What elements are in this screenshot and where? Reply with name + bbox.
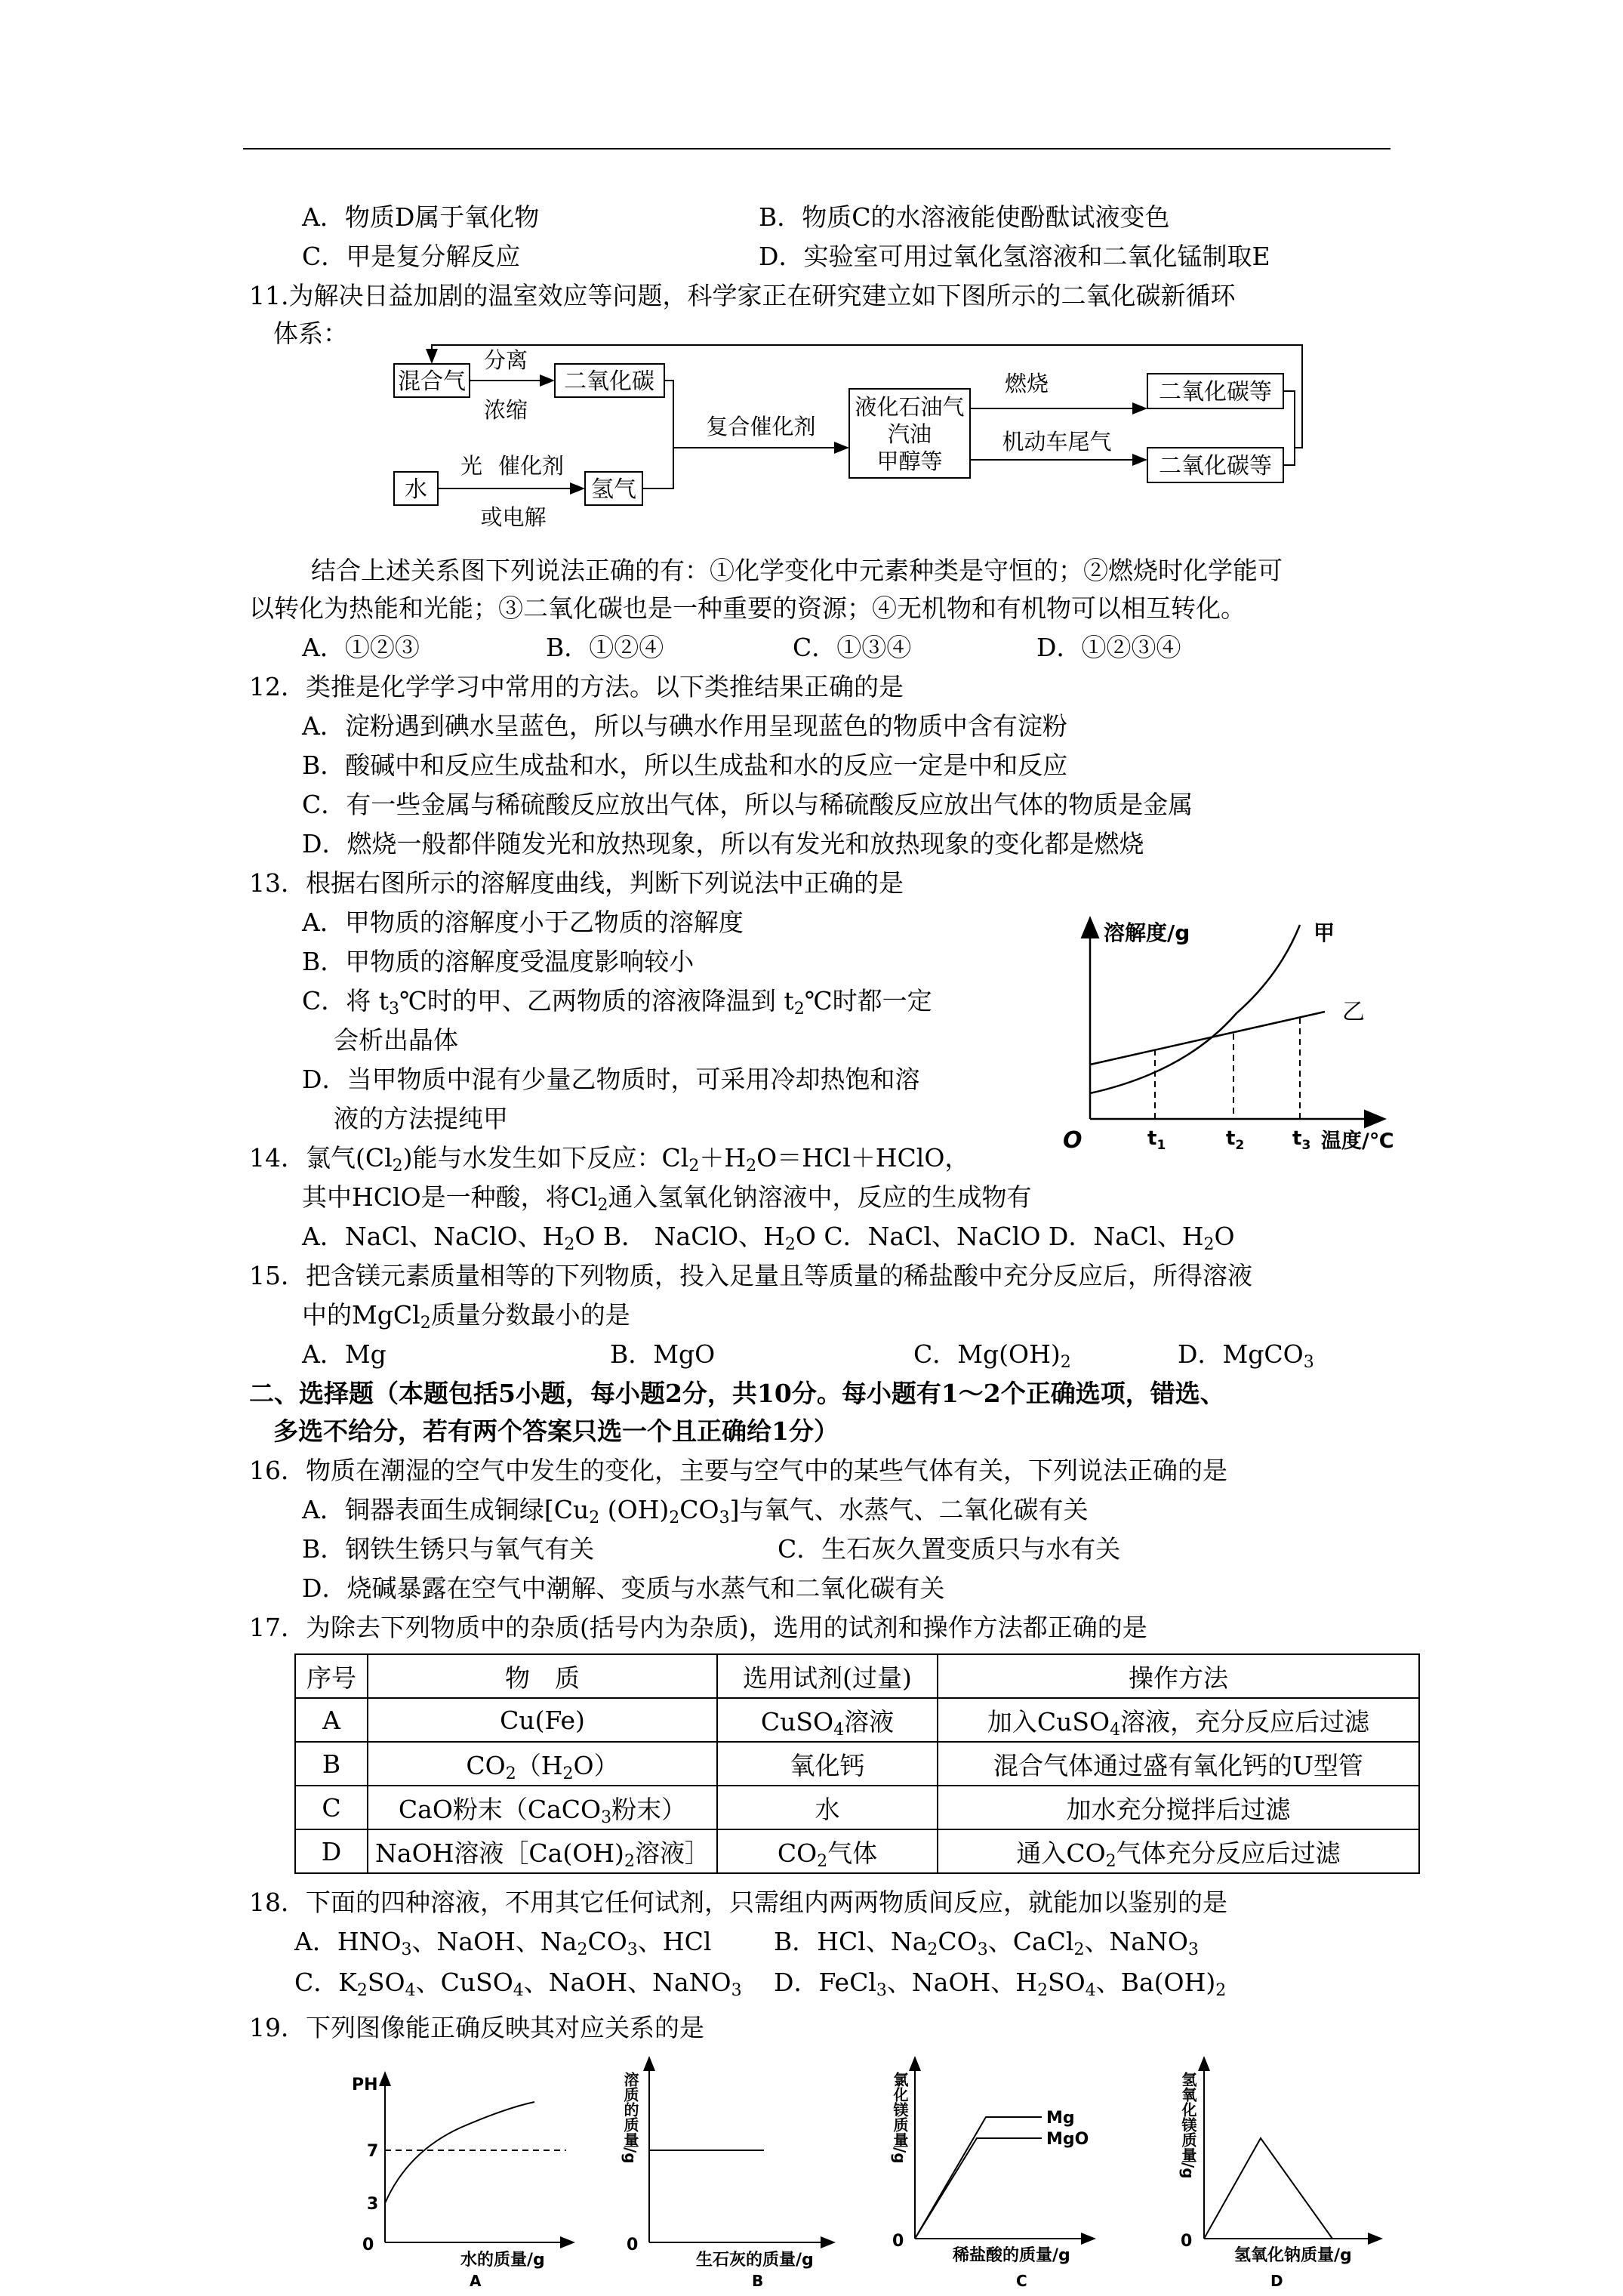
svg-text:A: A: [470, 2272, 482, 2288]
table-header-row: [295, 1654, 1419, 1698]
diagram-product-methanol: 甲醇等: [876, 448, 943, 474]
diagram-burn: 燃烧: [1004, 371, 1049, 396]
section-2-heading: 二、选择题（本题包括5小题，每小题2分，共10分。每小题有1～2个正确选项，错选、: [249, 1379, 1225, 1408]
cell-id: A: [295, 1698, 368, 1742]
q13-option-a: A．甲物质的溶解度小于乙物质的溶解度: [302, 908, 744, 937]
diagram-co2etc-2: 二氧化碳等: [1159, 453, 1272, 479]
q15-stem-1: 15．把含镁元素质量相等的下列物质，投入足量且等质量的稀盐酸中充分反应后，所得溶液: [249, 1261, 1252, 1290]
chart-label-jia: 甲: [1313, 920, 1335, 945]
q11-option-b: B．①②④: [546, 633, 664, 662]
q10-option-c: C．甲是复分解反应: [302, 242, 521, 271]
diagram-water: 水: [405, 476, 427, 503]
q10-option-a: A．物质D属于氧化物: [302, 202, 540, 232]
chart-label-yi: 乙: [1342, 999, 1365, 1025]
svg-text:B: B: [752, 2272, 764, 2288]
q13-option-c-cont: 会析出晶体: [334, 1025, 458, 1055]
q12-option-a: A．淀粉遇到碘水呈蓝色，所以与碘水作用呈现蓝色的物质中含有淀粉: [302, 711, 1067, 741]
curve-jia: [1090, 925, 1300, 1093]
cell-substance: NaOH溶液$[Ca(OH)_2$溶液］: [368, 1829, 717, 1873]
cell-substance: CaO粉末（CaCO$_3$粉末）: [368, 1786, 717, 1829]
q14-stem-1: 14．氯气$(Cl_2)$能与水发生如下反应：$Cl_2+H_2O=HCl+HClO$，: [249, 1143, 970, 1176]
q16-option-c: C．生石灰久置变质只与水有关: [778, 1534, 1121, 1564]
svg-text:氢氧化镁质量/g: 氢氧化镁质量/g: [1179, 2072, 1197, 2179]
q10-option-d: D．实验室可用过氧化氢溶液和二氧化锰制取E: [759, 242, 1270, 271]
q19-stem: 19．下列图像能正确反映其对应关系的是: [249, 2013, 704, 2042]
q17-stem: 17．为除去下列物质中的杂质(括号内为杂质)，选用的试剂和操作方法都正确的是: [249, 1613, 1147, 1642]
svg-text:0: 0: [362, 2236, 374, 2254]
cell-method: 混合气体通过盛有氧化钙的U型管: [938, 1742, 1419, 1786]
q14-options: A．NaCl、NaClO、$H_2O$ B． NaClO、$H_2O$ C．NaCl、NaClO D．NaCl、$H_2O$: [302, 1222, 1235, 1254]
svg-text:生石灰的质量/g: 生石灰的质量/g: [696, 2251, 814, 2270]
svg-text:7: 7: [367, 2142, 379, 2161]
q15-stem-2: 中的MgCl$_2$质量分数最小的是: [302, 1300, 630, 1333]
diagram-catalyst: 催化剂: [498, 453, 565, 479]
q11-option-a: A．①②③: [302, 633, 420, 662]
svg-text:氯化镁质量/g: 氯化镁质量/g: [891, 2072, 909, 2164]
svg-text:D: D: [1270, 2272, 1283, 2288]
svg-text:MgO: MgO: [1046, 2130, 1089, 2149]
chart-ylabel: 溶解度/g: [1104, 920, 1190, 945]
header-id: 序号: [295, 1654, 368, 1698]
chart-xlabel: 温度/℃: [1321, 1130, 1394, 1153]
diagram-product-gasoline: 汽油: [887, 421, 932, 447]
q18-option-a: A．$HNO_3$、NaOH、$Na_2CO_3$、HCl: [294, 1927, 712, 1959]
q16-option-d: D．烧碱暴露在空气中潮解、变质与水蒸气和二氧化碳有关: [302, 1573, 945, 1603]
cell-reagent: 水: [717, 1786, 938, 1829]
svg-text:0: 0: [627, 2236, 639, 2254]
q15-option-b: B．MgO: [610, 1339, 716, 1369]
q15-option-c: C．$Mg(OH)_2$: [913, 1339, 1071, 1372]
q16-stem: 16．物质在潮湿的空气中发生的变化，主要与空气中的某些气体有关，下列说法正确的是: [249, 1456, 1227, 1485]
q19-graphs: [332, 2046, 1412, 2288]
q18-stem: 18．下面的四种溶液，不用其它任何试剂，只需组内两两物质间反应，就能加以鉴别的是: [249, 1888, 1227, 1917]
q11-stem-1: 11.为解决日益加剧的温室效应等问题，科学家正在研究建立如下图所示的二氧化碳新循环: [249, 281, 1236, 310]
q12-option-b: B．酸碱中和反应生成盐和水，所以生成盐和水的反应一定是中和反应: [302, 750, 1068, 780]
cell-method: 通入$CO_2$气体充分反应后过滤: [938, 1829, 1419, 1873]
table-row: [295, 1742, 1419, 1786]
q11-desc-2: 以转化为热能和光能；③二氧化碳也是一种重要的资源；④无机物和有机物可以相互转化。: [249, 593, 1246, 623]
q12-option-d: D．燃烧一般都伴随发光和放热现象，所以有发光和放热现象的变化都是燃烧: [302, 829, 1144, 858]
q17-table: [294, 1653, 1420, 1874]
diagram-hydrogen: 氢气: [591, 476, 636, 503]
tick-t1: $t_1$: [1147, 1127, 1166, 1153]
q10-option-b: B．物质C的水溶液能使酚酞试液变色: [759, 202, 1170, 232]
q13-option-d-cont: 液的方法提纯甲: [334, 1104, 508, 1133]
graph-c: [891, 2057, 1095, 2288]
cell-id: B: [295, 1742, 368, 1786]
q11-option-d: D．①②③④: [1036, 633, 1181, 662]
tick-t3: $t_3$: [1292, 1127, 1311, 1153]
diagram-mix: 混合气: [398, 368, 466, 395]
cell-id: C: [295, 1786, 368, 1829]
q15-option-a: A．Mg: [302, 1339, 387, 1369]
diagram-separate: 分离: [483, 347, 528, 373]
q16-option-b: B．钢铁生锈只与氧气有关: [302, 1534, 595, 1564]
cell-method: 加水充分搅拌后过滤: [938, 1786, 1419, 1829]
header-method: 操作方法: [938, 1654, 1419, 1698]
graph-b-ylabel: 溶质的质量/g: [621, 2072, 639, 2164]
chart-origin: O: [1063, 1127, 1083, 1154]
cell-method: 加入CuSO$_4$溶液，充分反应后过滤: [938, 1698, 1419, 1742]
q12-option-c: C．有一些金属与稀硫酸反应放出气体，所以与稀硫酸反应放出气体的物质是金属: [302, 790, 1193, 819]
svg-text:PH: PH: [352, 2076, 378, 2094]
q13-stem: 13．根据右图所示的溶解度曲线，判断下列说法中正确的是: [249, 868, 904, 898]
q11-desc-1: 结合上述关系图下列说法正确的有：①化学变化中元素种类是守恒的；②燃烧时化学能可: [311, 556, 1283, 585]
co2-cycle-diagram: [393, 336, 1321, 532]
diagram-electrolysis: 或电解: [480, 504, 547, 530]
diagram-co2etc-1: 二氧化碳等: [1159, 379, 1272, 405]
svg-text:3: 3: [367, 2195, 379, 2214]
q13-option-d: D．当甲物质中混有少量乙物质时，可采用冷却热饱和溶: [302, 1065, 920, 1094]
diagram-composite-catalyst: 复合催化剂: [706, 414, 816, 439]
q11-option-c: C．①③④: [793, 633, 912, 662]
cell-substance: Cu(Fe): [368, 1698, 717, 1742]
q18-option-b: B．HCl、$Na_2CO_3$、CaCl$_2$、NaNO$_3$: [774, 1927, 1199, 1959]
table-row: [295, 1786, 1419, 1829]
table-row: [295, 1829, 1419, 1873]
q18-option-c: C．$K_2SO_4$、CuSO$_4$、NaOH、NaNO$_3$: [294, 1968, 742, 2000]
diagram-concentrate: 浓缩: [483, 397, 528, 423]
tick-t2: $t_2$: [1226, 1127, 1245, 1153]
header-rule: [243, 148, 1390, 149]
cell-reagent: CuSO$_4$溶液: [717, 1698, 938, 1742]
header-substance: 物 质: [368, 1654, 717, 1698]
header-reagent: 选用试剂(过量): [717, 1654, 938, 1698]
svg-text:Mg: Mg: [1046, 2109, 1075, 2128]
svg-text:0: 0: [1181, 2232, 1193, 2251]
cell-id: D: [295, 1829, 368, 1873]
svg-text:0: 0: [892, 2232, 904, 2251]
svg-text:氢氧化钠质量/g: 氢氧化钠质量/g: [1234, 2246, 1352, 2265]
q15-option-d: D．MgCO$_3$: [1178, 1339, 1314, 1372]
diagram-exhaust: 机动车尾气: [1002, 429, 1112, 455]
diagram-product-lpg: 液化石油气: [855, 394, 965, 420]
solubility-curve-chart: [1057, 906, 1434, 1166]
graph-a: [352, 2073, 574, 2288]
svg-text:稀盐酸的质量/g: 稀盐酸的质量/g: [953, 2246, 1070, 2265]
q14-stem-2: 其中HClO是一种酸，将$Cl_2$通入氢氧化钠溶液中，反应的生成物有: [302, 1182, 1032, 1215]
q13-option-c: C．将 $t_3℃$时的甲、乙两物质的溶液降温到 $t_2℃$时都一定: [302, 986, 932, 1019]
line-yi: [1090, 1012, 1325, 1065]
q12-stem: 12．类推是化学学习中常用的方法。以下类推结果正确的是: [249, 672, 904, 701]
q16-option-a: A．铜器表面生成铜绿[$Cu_2$ $(OH)_2CO_3$]与氧气、水蒸气、二氧化碳有关: [302, 1495, 1089, 1527]
diagram-light: 光: [460, 453, 483, 479]
svg-text:水的质量/g: 水的质量/g: [460, 2251, 545, 2270]
graph-b: [621, 2057, 834, 2288]
cell-reagent: 氧化钙: [717, 1742, 938, 1786]
cell-substance: $CO_2(H_2O)$: [368, 1742, 717, 1786]
q13-option-b: B．甲物质的溶解度受温度影响较小: [302, 947, 694, 976]
q11-stem-2: 体系：: [273, 319, 348, 348]
section-2-heading-cont: 多选不给分，若有两个答案只选一个且正确给1分）: [273, 1416, 839, 1446]
svg-text:C: C: [1016, 2272, 1027, 2288]
q18-option-d: D．FeCl$_3$、NaOH、$H_2SO_4$、$Ba(OH)_2$: [774, 1968, 1227, 2000]
table-row: [295, 1698, 1419, 1742]
cell-reagent: $CO_2$气体: [717, 1829, 938, 1873]
diagram-co2: 二氧化碳: [564, 368, 654, 395]
graph-d: [1179, 2057, 1381, 2288]
